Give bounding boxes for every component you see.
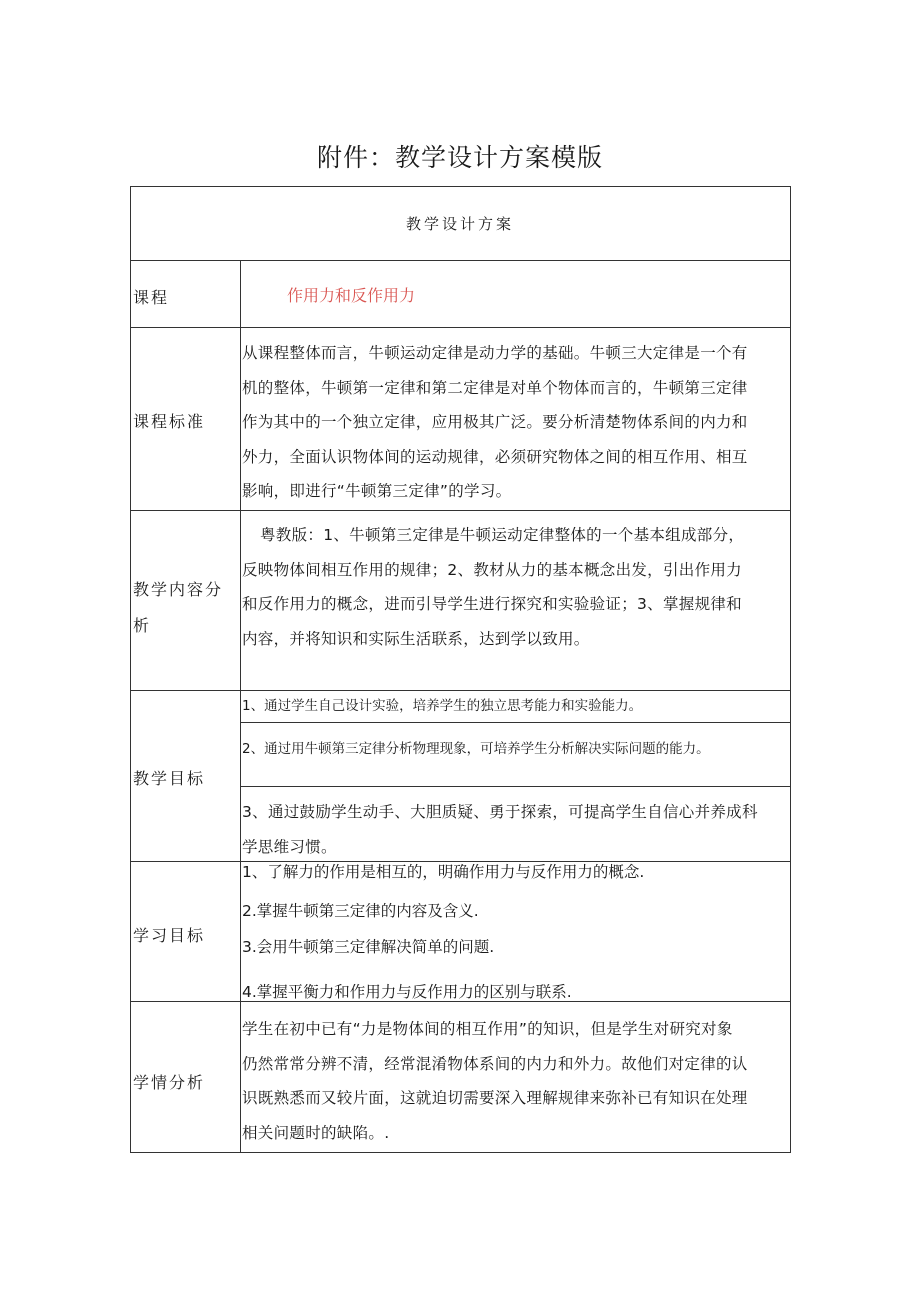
content-line: 反映物体间相互作用的规律；2、教材从力的基本概念出发，引出作用力 [242,560,742,579]
label-standard: 课程标准 [133,412,206,431]
label-analysis: 学情分析 [133,1073,206,1092]
plan-table [130,186,791,1153]
analysis-line: 学生在初中已有“力是物体间的相互作用”的知识，但是学生对研究对象 [242,1020,733,1038]
standard-line: 作为其中的一个独立定律，应用极其广泛。要分析清楚物体系间的内力和 [242,413,748,431]
standard-line: 影响，即进行“牛顿第三定律”的学习。 [242,482,512,500]
analysis-line: 识既熟悉而又较片面，这就迫切需要深入理解规律来弥补已有知识在处理 [242,1089,748,1107]
learning-item: 4.掌握平衡力和作用力与反作用力的区别与联系. [242,983,572,1001]
goal-item-1: 1、通过学生自己设计实验，培养学生的独立思考能力和实验能力。 [242,698,643,714]
goal-item-3-line: 学思维习惯。 [242,837,337,856]
label-course: 课程 [133,288,170,307]
learning-item: 2.掌握牛顿第三定律的内容及含义. [242,902,479,920]
analysis-line: 相关问题时的缺陷。. [242,1123,390,1142]
label-learning: 学习目标 [133,926,206,945]
row-divider [130,510,791,511]
content-text [242,518,744,656]
row-divider [130,260,791,261]
column-divider [240,260,241,1153]
table-header: 教学设计方案 [405,215,514,233]
goal-item-3-line: 3、通过鼓励学生动手、大胆质疑、勇于探索，可提高学生自信心并养成科 [242,803,758,821]
label-content-1: 教学内容分 [133,580,224,599]
label-content-2: 析 [133,616,152,635]
standard-line: 机的整体，牛顿第一定律和第二定律是对单个物体而言的，牛顿第三定律 [242,378,748,397]
learning-item: 1、了解力的作用是相互的，明确作用力与反作用力的概念. [242,863,645,881]
goal-item-3 [242,795,758,864]
goal-item-2: 2、通过用牛顿第三定律分析物理现象，可培养学生分析解决实际问题的能力。 [242,741,710,757]
analysis-text [242,1012,748,1150]
analysis-line: 仍然常常分辨不清，经常混淆物体系间的内力和外力。故他们对定律的认 [242,1054,748,1073]
standard-text [242,336,748,509]
content-line: 内容，并将知识和实际生活联系，达到学以致用。 [242,629,590,648]
learning-item: 3.会用牛顿第三定律解决简单的问题. [242,938,495,956]
goal-divider [240,786,791,787]
content-line: 和反作用力的概念，进而引导学生进行探究和实验验证；3、掌握规律和 [242,595,742,613]
document-title: 附件：教学设计方案模版 [316,143,603,172]
goal-divider [240,722,791,723]
label-goals: 教学目标 [133,769,206,788]
standard-line: 从课程整体而言，牛顿运动定律是动力学的基础。牛顿三大定律是一个有 [242,344,748,362]
course-name: 作用力和反作用力 [287,286,416,305]
standard-line: 外力，全面认识物体间的运动规律，必须研究物体之间的相互作用、相互 [242,447,748,466]
row-divider [130,327,791,328]
content-line: 粤教版：1、牛顿第三定律是牛顿运动定律整体的一个基本组成部分， [260,526,745,544]
row-divider [130,690,791,691]
